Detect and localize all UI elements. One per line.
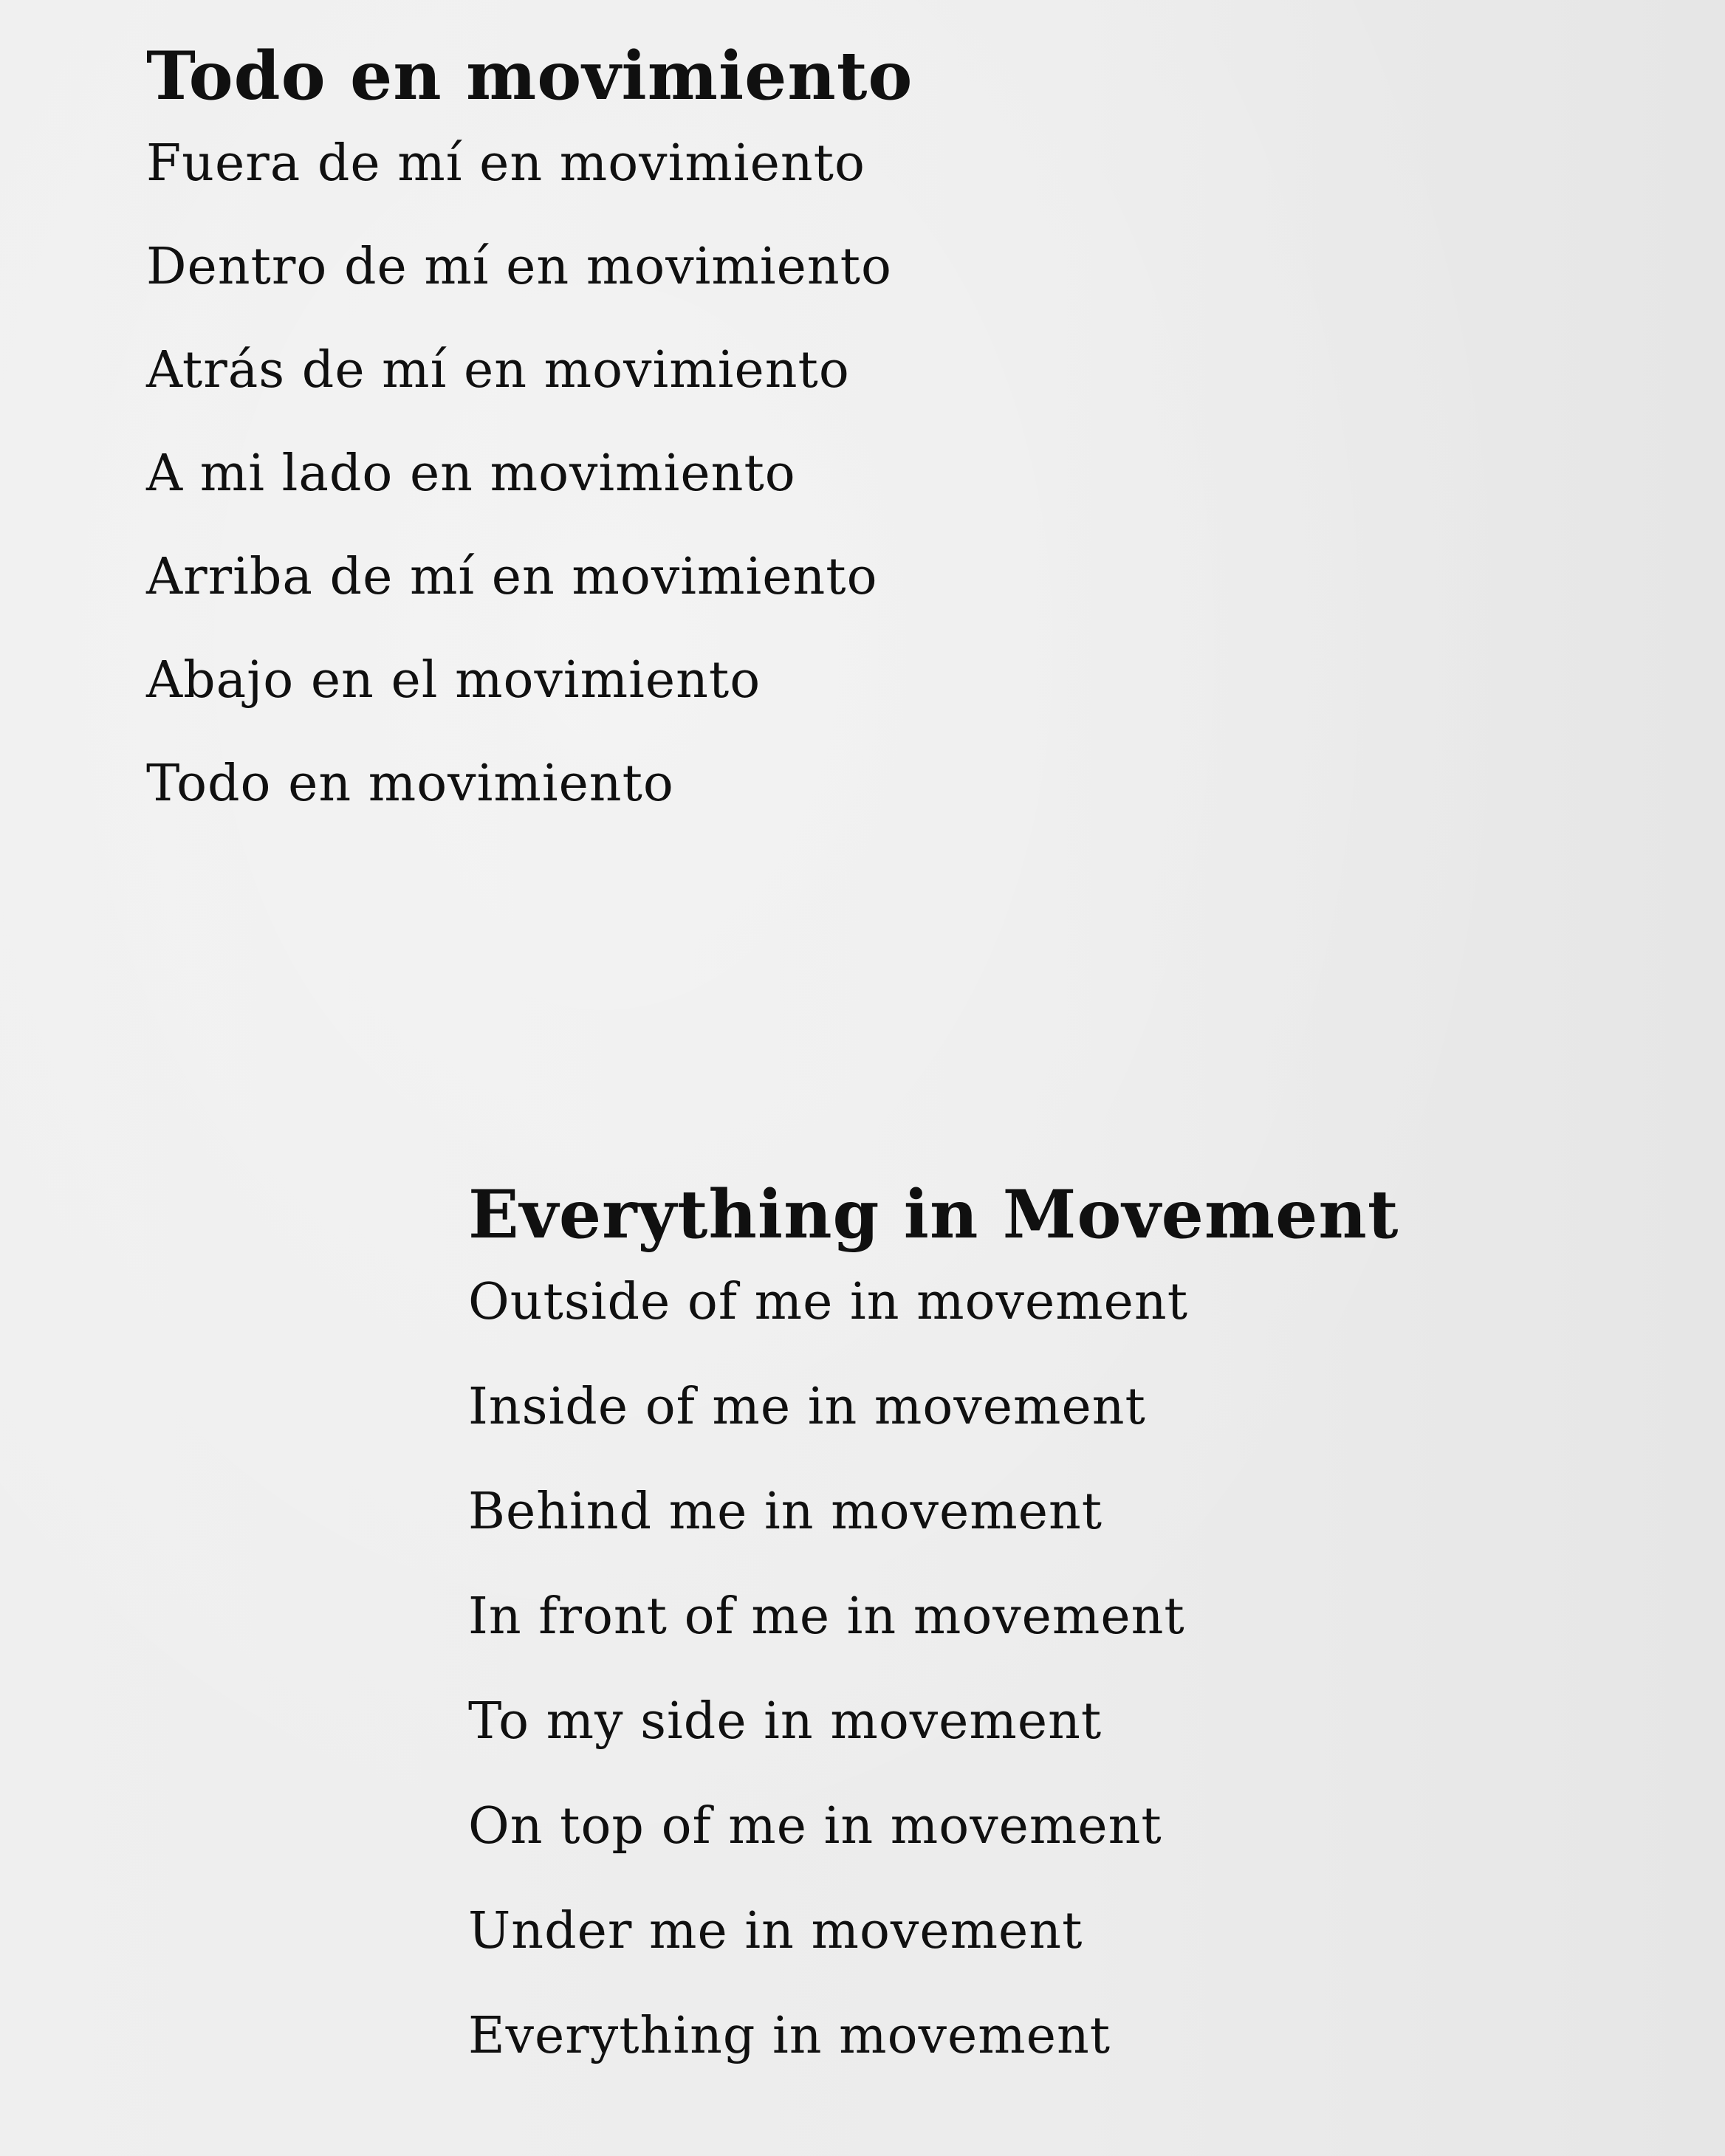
spanish-poem-lines	[146, 134, 913, 862]
poem-line: Outside of me in movement	[468, 1273, 1189, 1331]
poem-line: Arriba de mí en movimiento	[146, 548, 878, 606]
poem-line: Behind me in movement	[468, 1483, 1103, 1541]
poem-line: In front of me in movement	[468, 1587, 1185, 1646]
poem-line: On top of me in movement	[468, 1797, 1162, 1855]
spanish-poem-title: Todo en movimiento	[146, 37, 913, 115]
poem-line: Inside of me in movement	[468, 1378, 1146, 1436]
poem-line: Abajo en el movimiento	[146, 651, 761, 710]
poem-line: To my side in movement	[468, 1692, 1102, 1751]
poem-line: Todo en movimiento	[146, 755, 674, 813]
spanish-poem	[146, 37, 913, 862]
poem-line: Fuera de mí en movimiento	[146, 134, 865, 193]
english-poem-lines	[468, 1273, 1399, 2116]
poem-line: Under me in movement	[468, 1902, 1083, 1960]
english-poem-title: Everything in Movement	[468, 1175, 1399, 1254]
poem-line: A mi lado en movimiento	[146, 444, 796, 503]
poem-line: Atrás de mí en movimiento	[146, 341, 850, 399]
poem-line: Dentro de mí en movimiento	[146, 238, 892, 296]
english-poem	[468, 1175, 1399, 2116]
poem-line: Everything in movement	[468, 2007, 1111, 2065]
